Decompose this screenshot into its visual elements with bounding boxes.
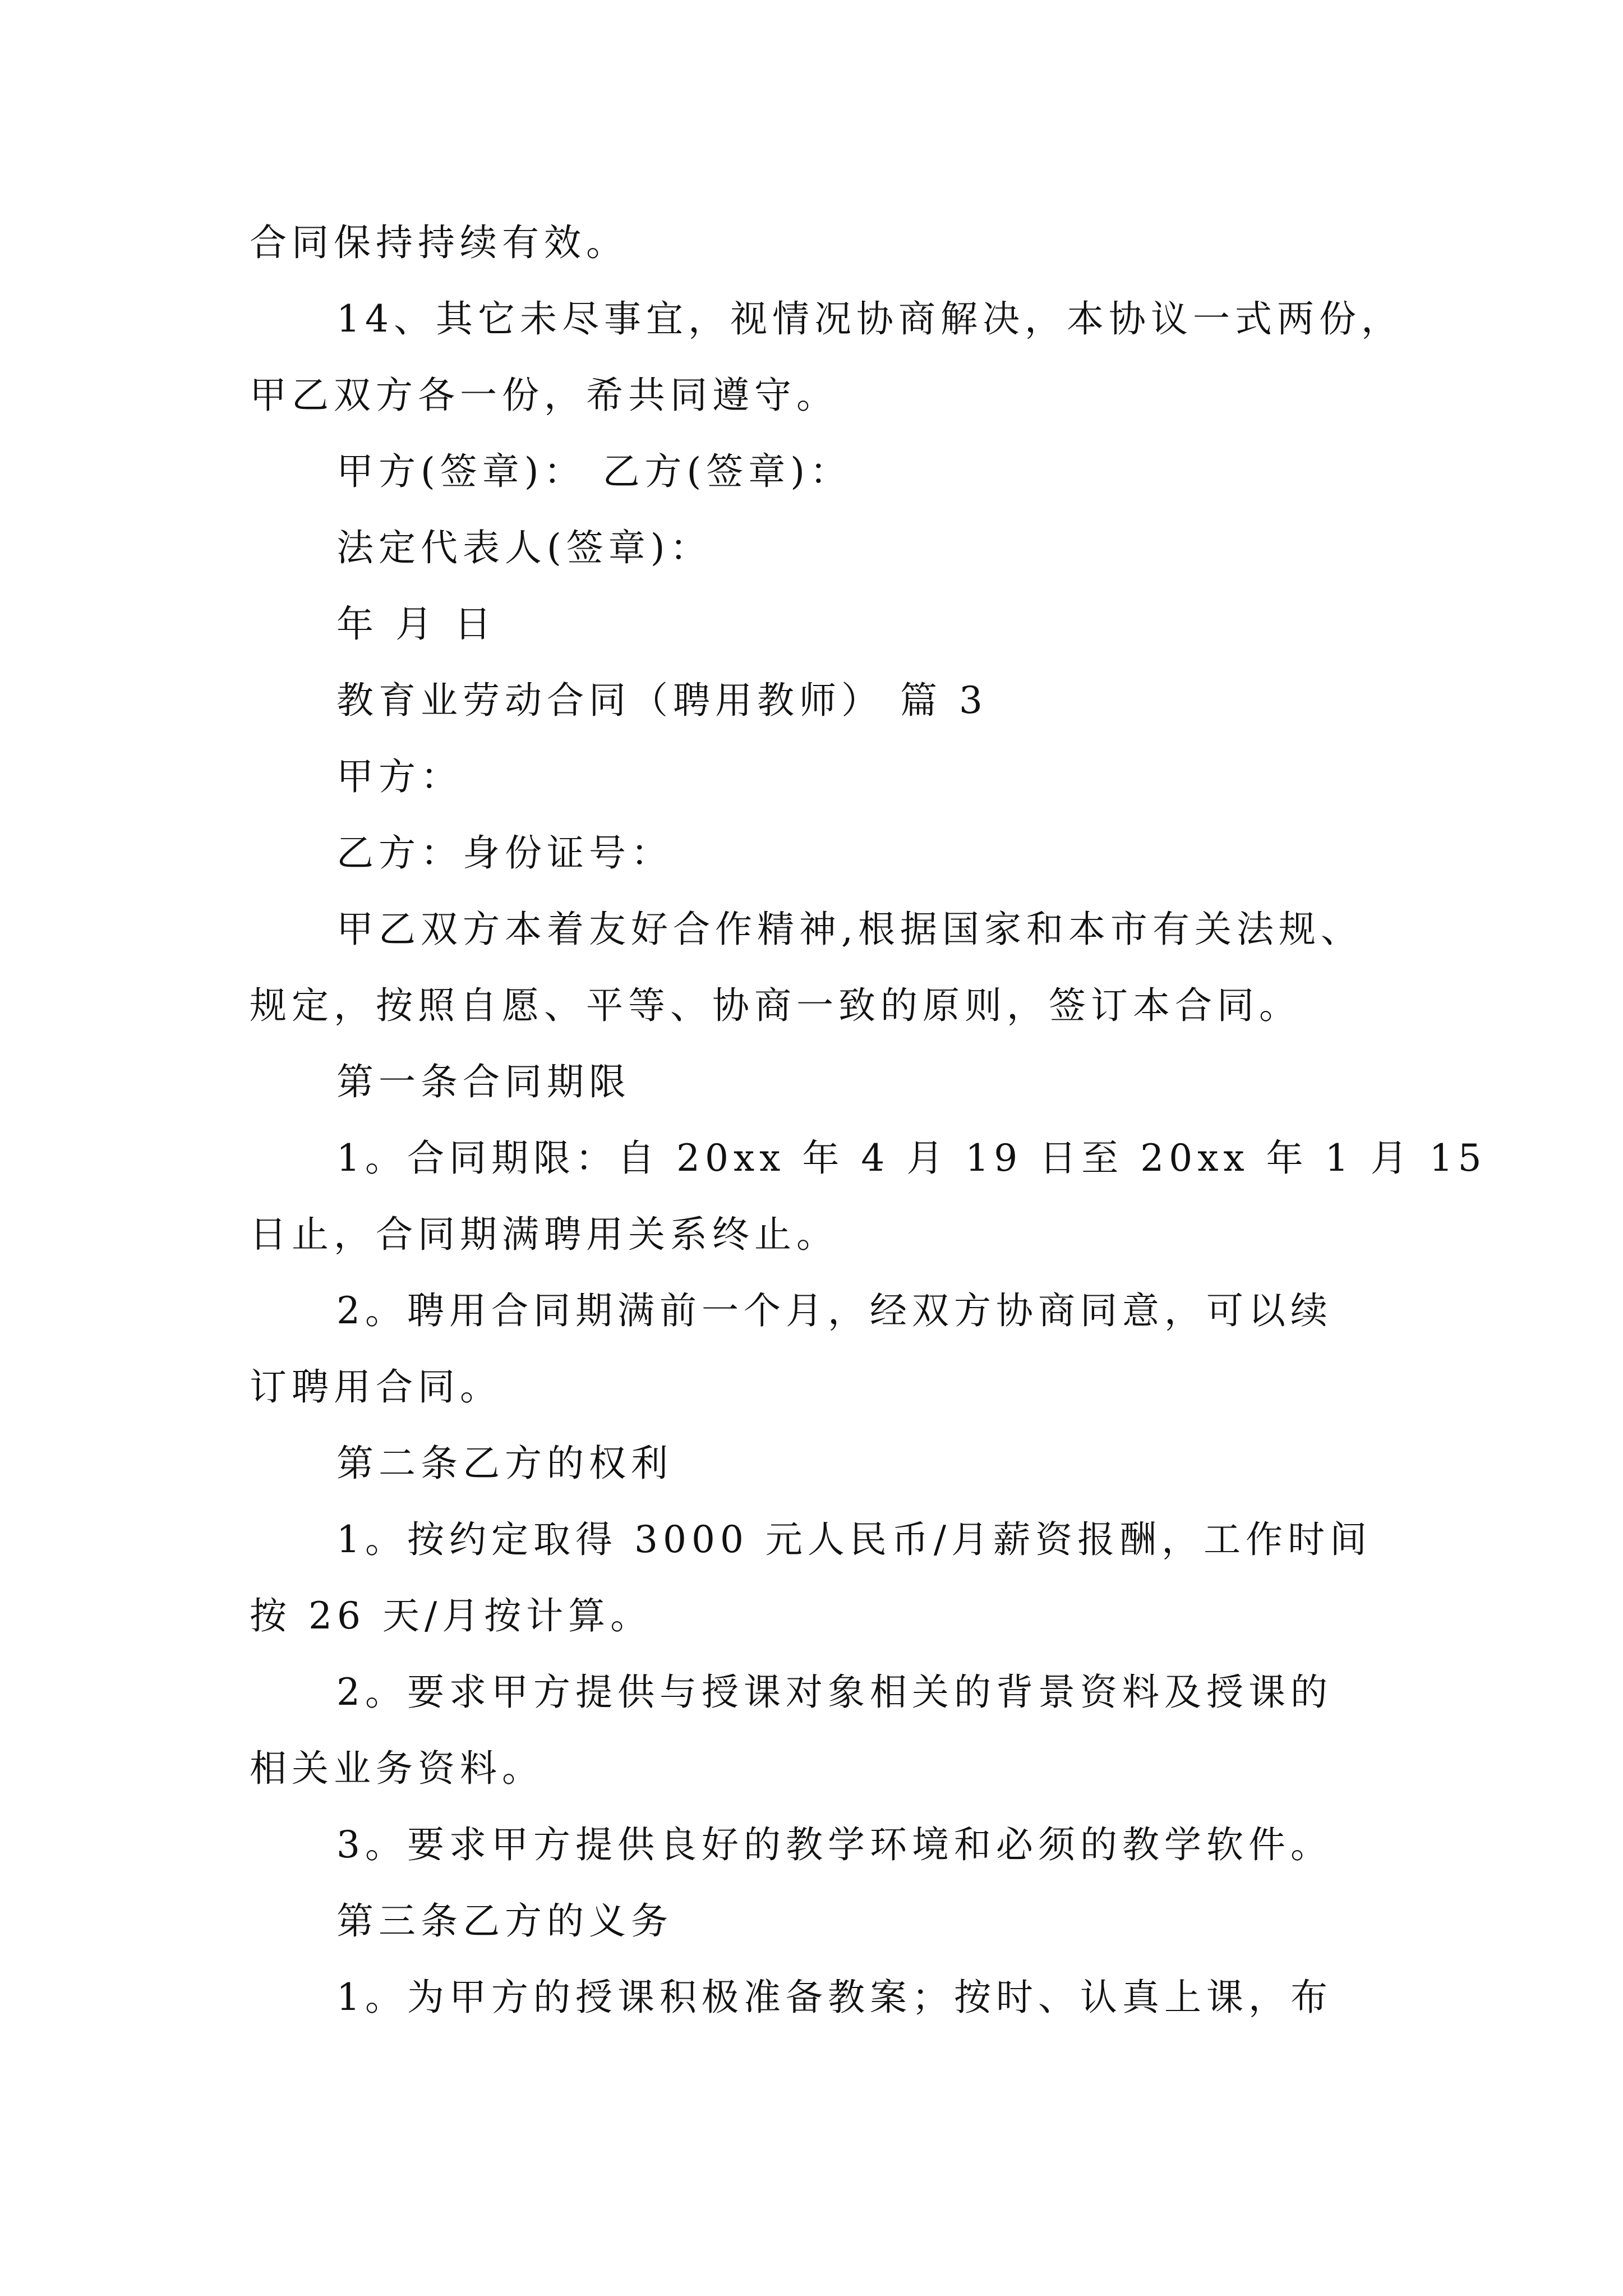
section-title: 教育业劳动合同（聘用教师） 篇 3: [336, 679, 988, 722]
party-line: 甲方：: [336, 755, 463, 798]
article-heading: 第三条乙方的义务: [336, 1899, 673, 1943]
paragraph-line: 相关业务资料。: [250, 1747, 544, 1790]
paragraph-line: 1。合同期限：自 20xx 年 4 月 19 日至 20xx 年 1 月 15: [336, 1137, 1487, 1180]
signature-line: 法定代表人(签章)：: [336, 526, 712, 569]
date-line: 年 月 日: [336, 602, 496, 646]
paragraph-line: 规定，按照自愿、平等、协商一致的原则，签订本合同。: [250, 984, 1301, 1027]
paragraph-line: 合同保持持续有效。: [250, 221, 628, 264]
paragraph-line: 甲乙双方各一份，希共同遵守。: [250, 374, 838, 417]
paragraph-line: 2。聘用合同期满前一个月，经双方协商同意，可以续: [336, 1289, 1332, 1332]
paragraph-line: 3。要求甲方提供良好的教学环境和必须的教学软件。: [336, 1823, 1332, 1866]
party-line: 乙方：身份证号：: [336, 831, 673, 875]
paragraph-line: 日止，合同期满聘用关系终止。: [250, 1213, 838, 1256]
paragraph-line: 1。按约定取得 3000 元人民币/月薪资报酬，工作时间: [336, 1518, 1372, 1561]
paragraph-line: 14、其它未尽事宜，视情况协商解决，本协议一式两份，: [336, 297, 1403, 341]
paragraph-line: 甲乙双方本着友好合作精神,根据国家和本市有关法规、: [336, 908, 1363, 951]
paragraph-line: 订聘用合同。: [250, 1365, 502, 1409]
article-heading: 第二条乙方的权利: [336, 1442, 673, 1485]
article-heading: 第一条合同期限: [336, 1060, 631, 1103]
paragraph-line: 按 26 天/月按计算。: [250, 1594, 653, 1637]
paragraph-line: 2。要求甲方提供与授课对象相关的背景资料及授课的: [336, 1671, 1332, 1714]
signature-line: 甲方(签章)： 乙方(签章)：: [336, 450, 852, 493]
paragraph-line: 1。为甲方的授课积极准备教案；按时、认真上课，布: [336, 1976, 1332, 2019]
